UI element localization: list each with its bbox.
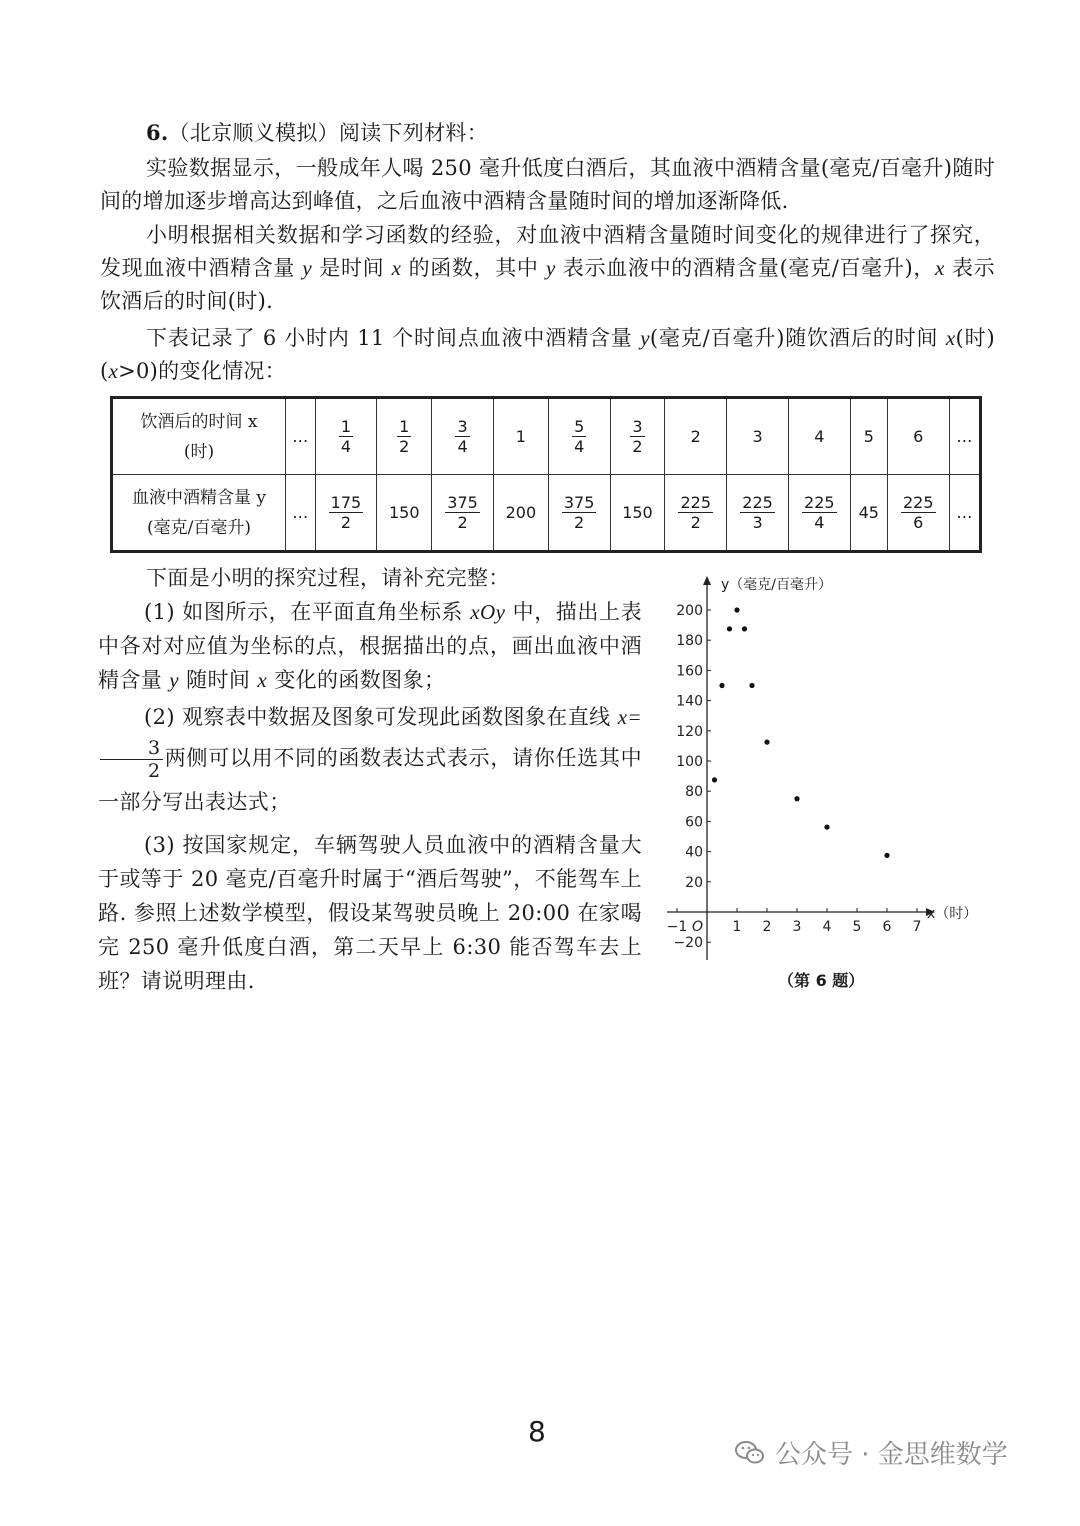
fraction bbox=[397, 417, 411, 456]
numerator: 1 bbox=[399, 417, 410, 436]
question-1: (1) 如图所示，在平面直角坐标系 xOy 中，描出上表中各对对应值为坐标的点，根据描出的点，画出血液中酒精含量 y 随时间 x 变化的函数图象； bbox=[98, 600, 642, 692]
numerator: 5 bbox=[574, 417, 585, 436]
denominator: 4 bbox=[814, 513, 825, 532]
problem-number: 6. bbox=[146, 120, 169, 145]
denominator: 2 bbox=[574, 513, 585, 532]
numerator: 375 bbox=[447, 493, 478, 512]
paragraph-2: 小明根据相关数据和学习函数的经验，对血液中酒精含量随时间变化的规律进行了探究，发现血液中酒精含量 y 是时间 x 的函数，其中 y 表示血液中的酒精含量(毫克/百毫升)，x 表示饮酒后的时间(时). bbox=[100, 223, 995, 313]
denominator: 6 bbox=[913, 513, 924, 532]
row-header-time: 饮酒后的时间 x (时) bbox=[112, 398, 286, 475]
time-cell: 5 bbox=[850, 398, 887, 475]
alcohol-cell: 150 bbox=[610, 475, 665, 552]
watermark-text: 公众号 · 金思维数学 bbox=[775, 1440, 1008, 1470]
time-cell: 6 bbox=[887, 398, 949, 475]
y-tick-label: 60 bbox=[685, 814, 703, 831]
time-cell: 2 bbox=[665, 398, 727, 475]
watermark bbox=[735, 1434, 1008, 1471]
denominator: 2 bbox=[457, 513, 468, 532]
y-tick-label: 100 bbox=[676, 754, 703, 770]
fraction bbox=[901, 493, 936, 532]
page-number: 8 bbox=[528, 1415, 546, 1448]
denominator: 4 bbox=[457, 437, 468, 456]
data-point bbox=[734, 607, 739, 612]
numerator: 225 bbox=[680, 493, 712, 512]
alcohol-cell: 45 bbox=[850, 475, 887, 552]
denominator: 4 bbox=[340, 437, 352, 456]
y-axis-label: y（毫克/百毫升） bbox=[721, 577, 833, 593]
problem-source: （北京顺义模拟）阅读下列材料： bbox=[168, 121, 489, 145]
alcohol-cell bbox=[315, 475, 377, 552]
ellipsis-cell: … bbox=[949, 398, 980, 475]
numerator: 175 bbox=[330, 493, 362, 512]
table-row-time bbox=[112, 398, 981, 475]
numerator: 225 bbox=[742, 493, 773, 512]
x-tick-label: 3 bbox=[792, 919, 802, 935]
row-header-alcohol: 血液中酒精含量 y (毫克/百毫升) bbox=[112, 475, 286, 552]
x-tick-label: 7 bbox=[912, 919, 922, 935]
data-point bbox=[794, 796, 799, 801]
data-point bbox=[712, 777, 717, 782]
denominator: 2 bbox=[690, 513, 701, 532]
denominator: 3 bbox=[752, 513, 763, 532]
fraction bbox=[329, 493, 364, 532]
x-tick-label: 2 bbox=[762, 919, 772, 935]
numerator: 3 bbox=[632, 417, 643, 436]
data-point bbox=[719, 683, 724, 688]
alcohol-cell bbox=[432, 475, 494, 552]
numerator: 1 bbox=[340, 417, 352, 436]
y-tick-label: 140 bbox=[676, 693, 703, 710]
y-tick-label: 40 bbox=[685, 844, 703, 861]
y-tick-label: 20 bbox=[685, 874, 703, 891]
fraction bbox=[740, 493, 775, 532]
fraction bbox=[339, 417, 353, 456]
fraction bbox=[455, 417, 469, 456]
y-tick-label: 80 bbox=[685, 784, 703, 801]
question-3: (3) 按国家规定，车辆驾驶人员血液中的酒精含量大于或等于 20 毫克/百毫升时属于“酒后驾驶”，不能驾车上路. 参照上述数学模型，假设某驾驶员晚上 20:00 在家喝完 250 毫升低度白酒，第二天早上 6:30 能否驾车去上班？请说明理由. bbox=[98, 833, 642, 993]
ellipsis-cell: … bbox=[949, 475, 980, 552]
alcohol-cell bbox=[887, 475, 949, 552]
y-tick-label: 200 bbox=[676, 603, 703, 619]
time-cell: 1 bbox=[493, 398, 548, 475]
time-cell bbox=[377, 398, 432, 475]
problem-heading bbox=[146, 116, 1041, 150]
figure-caption: （第 6 题） bbox=[778, 971, 865, 990]
time-cell bbox=[432, 398, 494, 475]
paragraph-3: 下表记录了 6 小时内 11 个时间点血液中酒精含量 y(毫克/百毫升)随饮酒后的时间 x(时)(x>0)的变化情况： bbox=[100, 326, 995, 383]
scatter-chart bbox=[645, 560, 990, 960]
alcohol-cell bbox=[727, 475, 789, 552]
y-tick-label: 160 bbox=[676, 663, 703, 680]
x-tick-label: 4 bbox=[822, 919, 832, 935]
x-tick-label: 5 bbox=[852, 919, 862, 935]
data-point bbox=[764, 740, 769, 745]
time-cell bbox=[315, 398, 377, 475]
denominator: 2 bbox=[399, 437, 410, 456]
data-point bbox=[824, 824, 829, 829]
fraction bbox=[445, 493, 480, 532]
fraction bbox=[802, 493, 837, 532]
time-cell: 4 bbox=[788, 398, 850, 475]
questions-intro: 下面是小明的探究过程，请补充完整： bbox=[146, 566, 510, 590]
y-tick-label: −20 bbox=[673, 935, 703, 952]
y-tick-label: 120 bbox=[676, 723, 703, 740]
data-point bbox=[742, 626, 747, 631]
ellipsis-cell: … bbox=[286, 398, 316, 475]
data-point bbox=[884, 853, 889, 858]
data-point bbox=[727, 626, 732, 631]
x-tick-label: 6 bbox=[882, 919, 892, 935]
alcohol-cell: 200 bbox=[493, 475, 548, 552]
denominator: 2 bbox=[340, 513, 352, 532]
wechat-icon bbox=[735, 1440, 765, 1466]
data-point bbox=[749, 683, 754, 688]
alcohol-cell: 150 bbox=[377, 475, 432, 552]
time-cell: 3 bbox=[727, 398, 789, 475]
fraction bbox=[630, 417, 644, 456]
y-tick-label: 180 bbox=[676, 633, 703, 650]
alcohol-cell bbox=[665, 475, 727, 552]
fraction bbox=[562, 493, 597, 532]
denominator: 2 bbox=[632, 437, 643, 456]
paragraph-1: 实验数据显示，一般成年人喝 250 毫升低度白酒后，其血液中酒精含量(毫克/百毫升)随时间的增加逐步增高达到峰值，之后血液中酒精含量随时间的增加逐渐降低. bbox=[100, 156, 995, 213]
numerator: 225 bbox=[804, 493, 835, 512]
denominator: 4 bbox=[574, 437, 585, 456]
x-tick-label: −1 bbox=[666, 919, 688, 935]
table-row-alcohol bbox=[112, 475, 981, 552]
question-2: (2) 观察表中数据及图象可发现此函数图象在直线 x= $\frac{3}{2}$ 两侧可以用不同的函数表达式表示，请你任选其中一部分写出表达式； bbox=[98, 705, 642, 814]
alcohol-cell bbox=[548, 475, 610, 552]
y-axis-arrow bbox=[703, 576, 711, 585]
ellipsis-cell: … bbox=[286, 475, 316, 552]
time-cell bbox=[610, 398, 665, 475]
x-axis-label: x（时） bbox=[927, 906, 978, 922]
fraction bbox=[678, 493, 713, 532]
data-table bbox=[110, 396, 982, 553]
numerator: 375 bbox=[563, 493, 595, 512]
numerator: 3 bbox=[457, 417, 468, 436]
origin-label: O bbox=[691, 919, 703, 935]
x-tick-label: 1 bbox=[732, 919, 742, 935]
fraction-three-halves: $\frac{3}{2}$ bbox=[100, 737, 163, 782]
time-cell bbox=[548, 398, 610, 475]
numerator: 225 bbox=[902, 493, 934, 512]
fraction bbox=[572, 417, 586, 456]
alcohol-cell bbox=[788, 475, 850, 552]
